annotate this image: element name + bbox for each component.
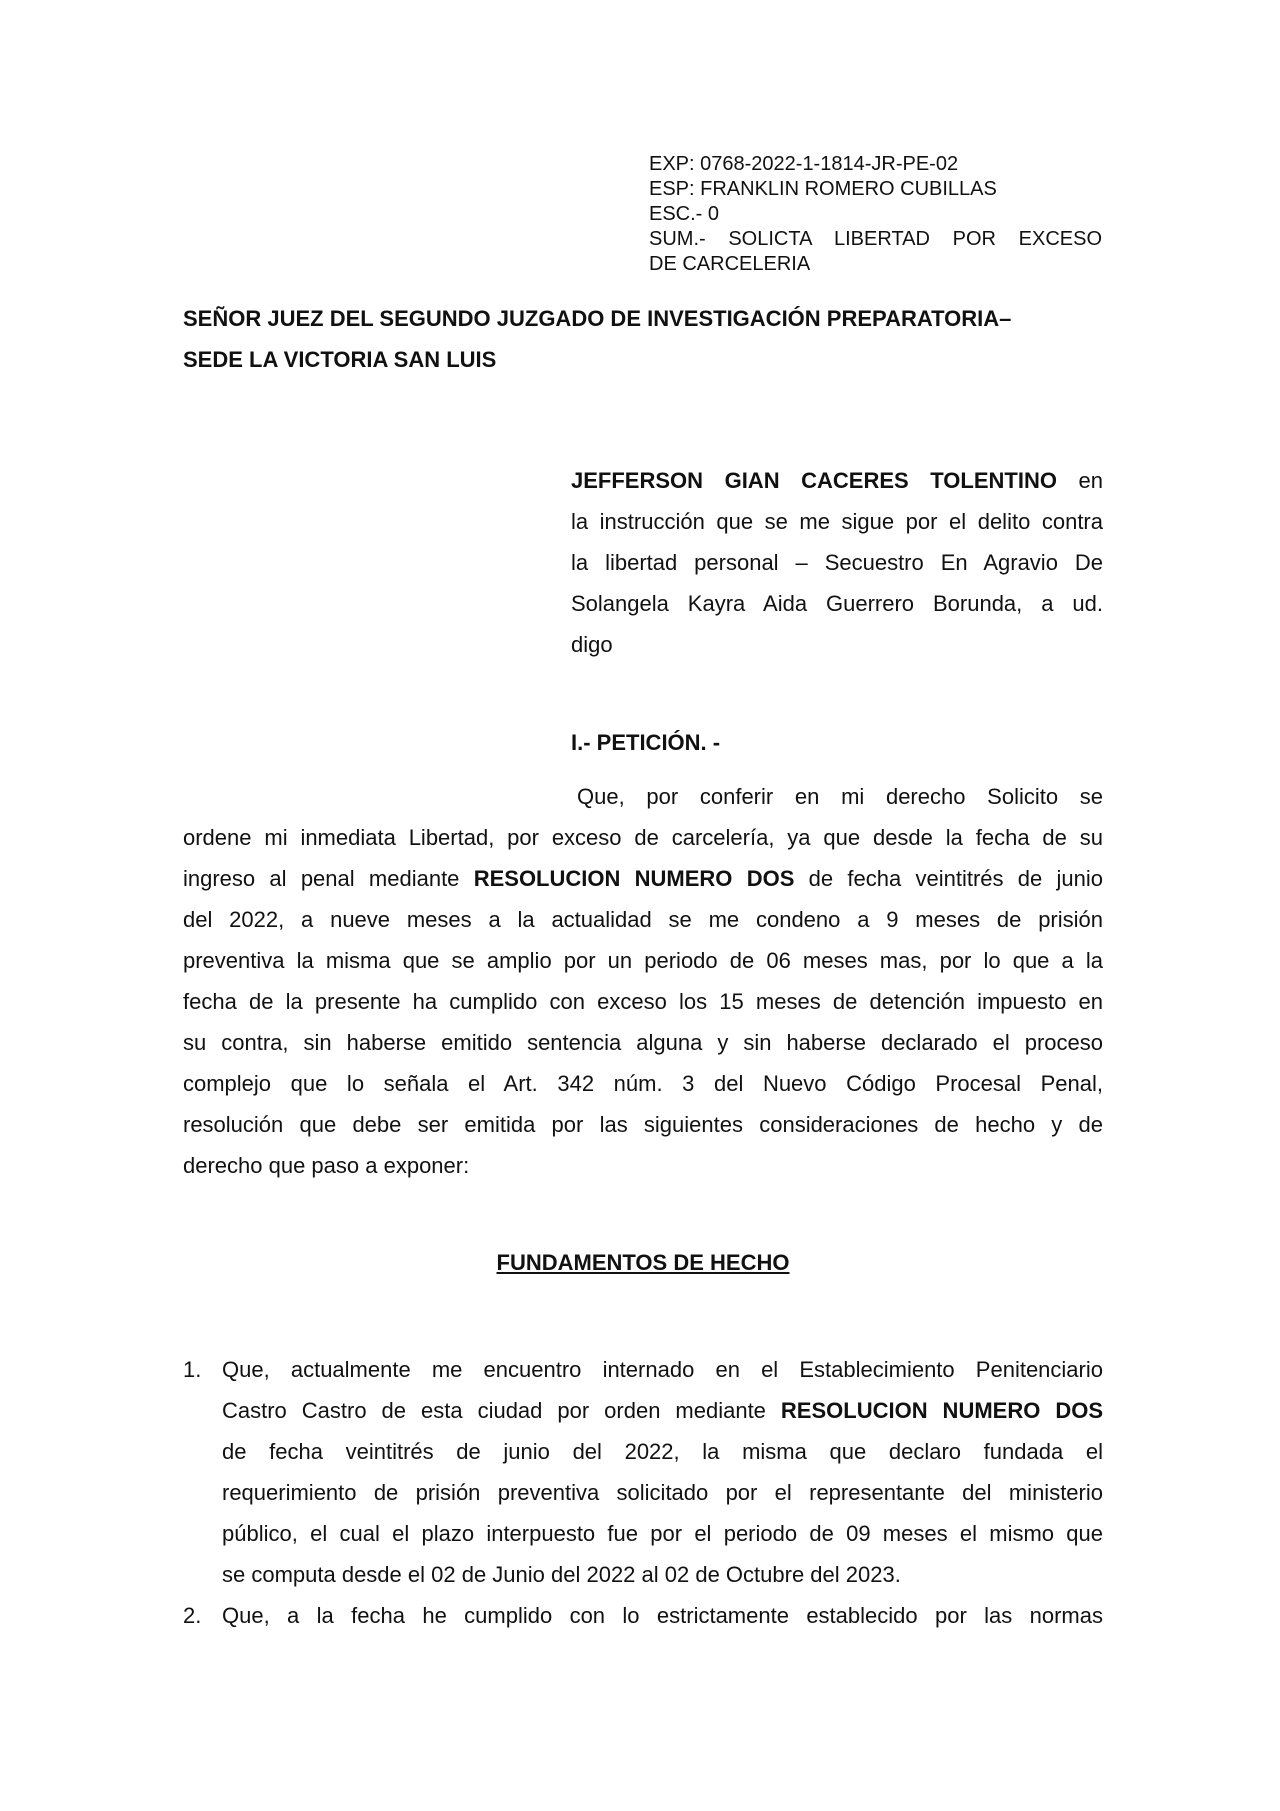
petition-line8: complejo que lo señala el Art. 342 núm. 3 del Nuevo Código Procesal Penal,: [183, 1071, 1103, 1096]
fact1-line6: se computa desde el 02 de Junio del 2022 al 02 de Octubre del 2023.: [222, 1562, 901, 1587]
party-name: JEFFERSON GIAN CACERES TOLENTINO: [571, 468, 1057, 493]
fact1-line2-pre: Castro Castro de esta ciudad por orden mediante: [222, 1398, 781, 1423]
list-item: [183, 1349, 1103, 1595]
petition-line3-pre: ingreso al penal mediante: [183, 866, 474, 891]
fact1-line5: público, el cual el plazo interpuesto fue por el periodo de 09 meses el mismo que: [222, 1521, 1103, 1546]
petition-line9: resolución que debe ser emitida por las siguientes consideraciones de hecho y de: [183, 1112, 1103, 1137]
party-line4: Solangela Kayra Aida Guerrero Borunda, a ud.: [571, 591, 1103, 616]
case-summary-line1: SUM.- SOLICTA LIBERTAD POR EXCESO: [649, 228, 1102, 250]
fact2-line1: Que, a la fecha he cumplido con lo estrictamente establecido por las normas: [222, 1603, 1103, 1628]
petition-line10: derecho que paso a exponer:: [183, 1153, 470, 1178]
party-line1-rest: en: [1056, 468, 1103, 493]
petition-line5: preventiva la misma que se amplio por un periodo de 06 meses mas, por lo que a la: [183, 948, 1103, 973]
party-line2: la instrucción que se me sigue por el delito contra: [571, 509, 1103, 534]
case-expedient: EXP: 0768-2022-1-1814-JR-PE-02: [649, 153, 959, 175]
party-line3: la libertad personal – Secuestro En Agravio De: [571, 550, 1103, 575]
addressee-line1: SEÑOR JUEZ DEL SEGUNDO JUZGADO DE INVESTIGACIÓN PREPARATORIA–: [183, 306, 1012, 331]
petition-line1: Que, por conferir en mi derecho Solicito se: [577, 784, 1103, 809]
facts-heading: FUNDAMENTOS DE HECHO: [496, 1250, 790, 1275]
case-summary-line2: DE CARCELERIA: [649, 253, 811, 275]
fact1-line1: Que, actualmente me encuentro internado en el Establecimiento Penitenciario: [222, 1357, 1103, 1382]
fact1-line4: requerimiento de prisión preventiva solicitado por el representante del ministerio: [222, 1480, 1103, 1505]
party-line5: digo: [571, 632, 613, 657]
petition-line6: fecha de la presente ha cumplido con exceso los 15 meses de detención impuesto en: [183, 989, 1103, 1014]
fact1-line2: [222, 1390, 1103, 1431]
fact1-line3: de fecha veintitrés de junio del 2022, la misma que declaro fundada el: [222, 1439, 1103, 1464]
case-reference-block: [649, 152, 1102, 277]
facts-list: [183, 1349, 1103, 1636]
petition-line7: su contra, sin haberse emitido sentencia alguna y sin haberse declarado el proceso: [183, 1030, 1103, 1055]
list-item-number: 2.: [183, 1603, 202, 1628]
petition-paragraph: [183, 776, 1103, 1186]
addressee-line2: SEDE LA VICTORIA SAN LUIS: [183, 347, 497, 372]
list-item: [183, 1595, 1103, 1636]
case-writ-number: ESC.- 0: [649, 203, 720, 225]
resolution-reference: RESOLUCION NUMERO DOS: [780, 1398, 1103, 1423]
addressee: [183, 298, 1103, 380]
petition-line2: ordene mi inmediata Libertad, por exceso de carcelería, ya que desde la fecha de su: [183, 825, 1103, 850]
list-item-number: 1.: [183, 1357, 202, 1382]
case-specialist: ESP: FRANKLIN ROMERO CUBILLAS: [649, 178, 997, 200]
petition-title: I.- PETICIÓN. -: [571, 730, 721, 755]
petition-line3-post: de fecha veintitrés de junio: [794, 866, 1103, 891]
party-line1: [571, 460, 1103, 501]
party-introduction: [571, 460, 1103, 665]
petition-line4: del 2022, a nueve meses a la actualidad se me condeno a 9 meses de prisión: [183, 907, 1103, 932]
resolution-reference: RESOLUCION NUMERO DOS: [473, 866, 795, 891]
petition-line3: [183, 858, 1103, 899]
